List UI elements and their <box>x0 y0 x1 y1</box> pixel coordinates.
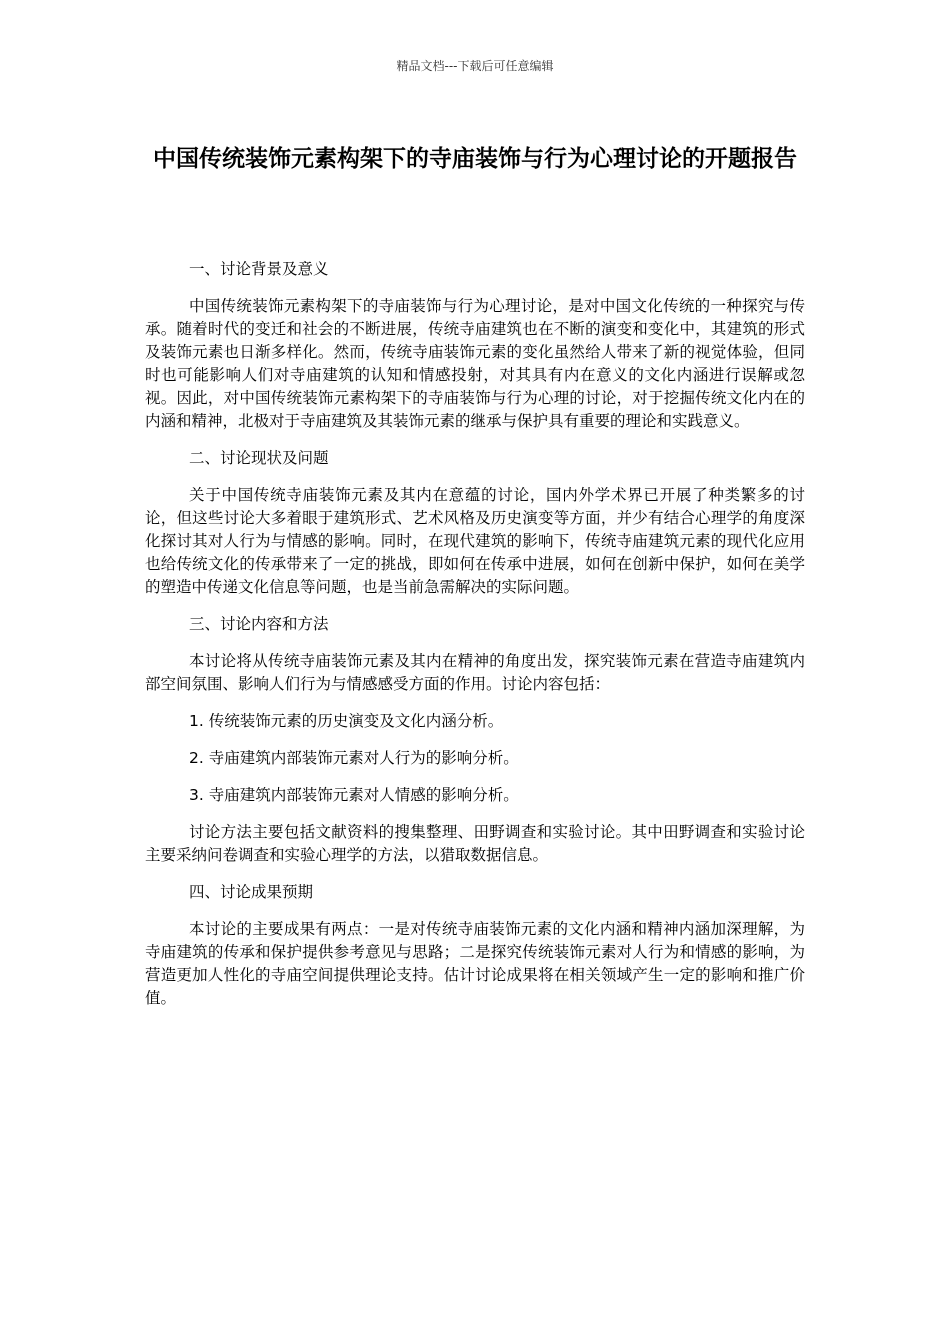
page-header: 精品文档---下载后可任意编辑 <box>396 59 554 73</box>
document-body <box>145 258 805 1024</box>
paragraph-background: 中国传统装饰元素构架下的寺庙装饰与行为心理讨论，是对中国文化传统的一种探究与传承。随着时代的变迁和社会的不断进展，传统寺庙建筑也在不断的演变和变化中，其建筑的形式及装饰元素也日渐多样化。然而，传统寺庙装饰元素的变化虽然给人带来了新的视觉体验，但同时也可能影响人们对寺庙建筑的认知和情感投射，对其具有内在意义的文化内涵进行误解或忽视。因此，对中国传统装饰元素构架下的寺庙装饰与行为心理的讨论，对于挖掘传统文化内在的内涵和精神，北极对于寺庙建筑及其装饰元素的继承与保护具有重要的理论和实践意义。 <box>145 297 805 430</box>
paragraph-methods: 讨论方法主要包括文献资料的搜集整理、田野调查和实验讨论。其中田野调查和实验讨论主要采纳问卷调查和实验心理学的方法，以猎取数据信息。 <box>145 823 805 864</box>
section-heading-expected-results: 四、讨论成果预期 <box>189 883 314 901</box>
section-heading-content-methods: 三、讨论内容和方法 <box>189 615 329 633</box>
paragraph-content-intro: 本讨论将从传统寺庙装饰元素及其内在精神的角度出发，探究装饰元素在营造寺庙建筑内部空间氛围、影响人们行为与情感感受方面的作用。讨论内容包括： <box>145 652 805 693</box>
section-heading-background: 一、讨论背景及意义 <box>189 260 329 278</box>
list-item: 2. 寺庙建筑内部装饰元素对人行为的影响分析。 <box>189 749 519 767</box>
paragraph-status: 关于中国传统寺庙装饰元素及其内在意蕴的讨论，国内外学术界已开展了种类繁多的讨论，但这些讨论大多着眼于建筑形式、艺术风格及历史演变等方面，并少有结合心理学的角度深化探讨其对人行为与情感的影响。同时，在现代建筑的影响下，传统寺庙建筑元素的现代化应用也给传统文化的传承带来了一定的挑战，即如何在传承中进展，如何在创新中保护，如何在美学的塑造中传递文化信息等问题，也是当前急需解决的实际问题。 <box>145 486 805 596</box>
list-item: 1. 传统装饰元素的历史演变及文化内涵分析。 <box>189 712 504 730</box>
document-title: 中国传统装饰元素构架下的寺庙装饰与行为心理讨论的开题报告 <box>153 146 797 172</box>
paragraph-expected-results: 本讨论的主要成果有两点：一是对传统寺庙装饰元素的文化内涵和精神内涵加深理解，为寺庙建筑的传承和保护提供参考意见与思路；二是探究传统装饰元素对人行为和情感的影响，为营造更加人性化的寺庙空间提供理论支持。估计讨论成果将在相关领域产生一定的影响和推广价值。 <box>145 920 805 1007</box>
list-item: 3. 寺庙建筑内部装饰元素对人情感的影响分析。 <box>189 786 519 804</box>
section-heading-status: 二、讨论现状及问题 <box>189 449 329 467</box>
